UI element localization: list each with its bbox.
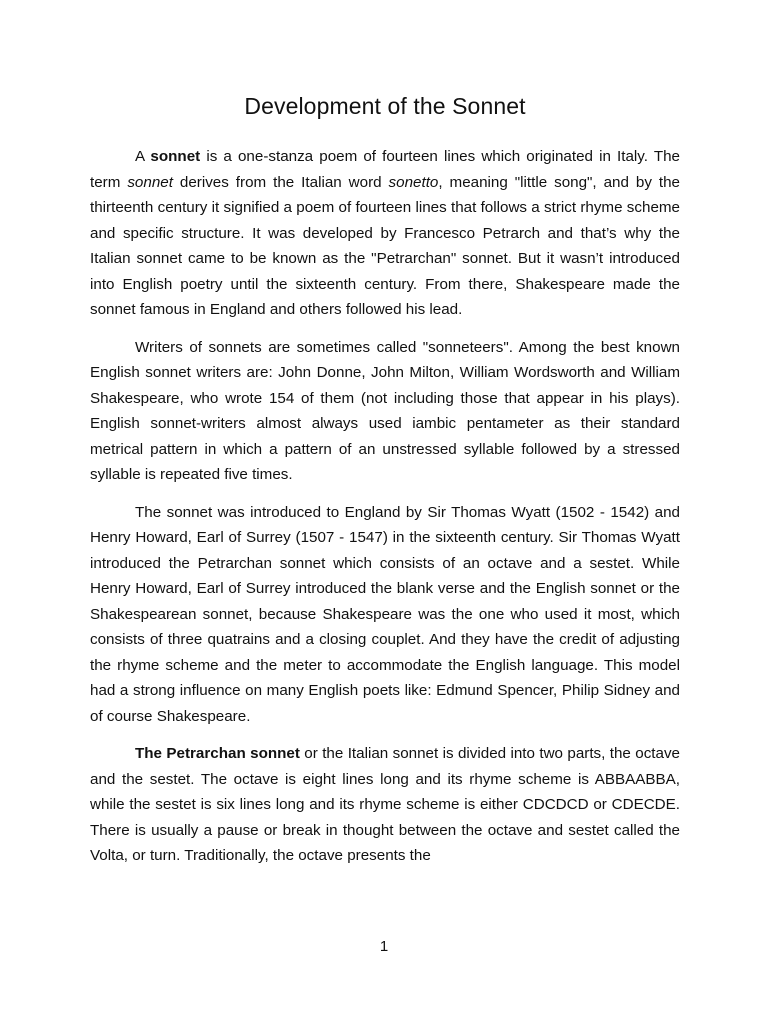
term-sonetto-italic: sonetto — [388, 173, 439, 191]
page-number: 1 — [379, 938, 389, 955]
paragraph-1-text-c: is a one-stanza poem of fourteen lines which originated in Italy. The term — [90, 148, 681, 191]
paragraph-4 — [90, 741, 680, 869]
paragraph-1 — [90, 144, 680, 323]
document-title: Development of the Sonnet — [244, 93, 526, 119]
petrarchan-sonnet-heading: The Petrarchan sonnet — [135, 745, 300, 762]
paragraph-2: Writers of sonnets are sometimes called "sonneteers". Among the best known English sonnet writers are: John Donne, John Milton, William Wordsworth and William Shakespeare, who wrote 154 of them (not including those that appear in his plays). English sonnet-writers almost always used iambic pentameter as their standard metrical pattern in which a pattern of an unstressed syllable followed by a stressed syllable is repeated five times. — [90, 338, 680, 483]
paragraph-1-text-g: , meaning "little song", and by the thirteenth century it signified a poem of fourteen lines that follows a strict rhyme scheme and specific structure. It was developed by Francesco Petrarch and that’s why the Italian sonnet came to be known as the "Petrarchan" sonnet. But it wasn’t introduced into English poetry until the sixteenth century. From there, Shakespeare made the sonnet famous in England and others followed his lead. — [90, 173, 680, 318]
paragraph-3: The sonnet was introduced to England by Sir Thomas Wyatt (1502 - 1542) and Henry Howard, Earl of Surrey (1507 - 1547) in the sixteenth century. Sir Thomas Wyatt introduced the Petrarchan sonnet which consists of an octave and a sestet. While Henry Howard, Earl of Surrey introduced the blank verse and the English sonnet or the Shakespearean sonnet, because Shakespeare was the one who used it most, which consists of three quatrains and a closing couplet. And they have the credit of adjusting the rhyme scheme and the meter to accommodate the English language. This model had a strong influence on many English poets like: Edmund Spencer, Philip Sidney and of course Shakespeare. — [90, 503, 680, 725]
term-sonnet-bold: sonnet — [150, 148, 201, 165]
term-sonnet-italic: sonnet — [127, 173, 173, 191]
paragraph-1-text-a: A — [135, 148, 151, 165]
paragraph-1-text-e: derives from the Italian word — [172, 173, 389, 191]
paragraph-4-text: or the Italian sonnet is divided into two parts, the octave and the sestet. The octave is eight lines long and its rhyme scheme is ABBAABBA, while the sestet is six lines long and its rhyme scheme is either CDCDCD or CDECDE. There is usually a pause or break in thought between the octave and sestet called the Volta, or turn. Traditionally, the octave presents the — [90, 745, 680, 864]
